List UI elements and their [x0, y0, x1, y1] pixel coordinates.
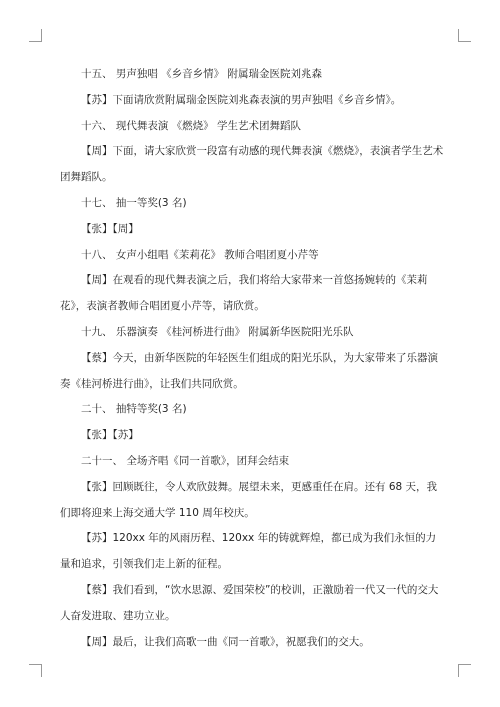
host-line-su: 【苏】120xx 年的风雨历程、120xx 年的铸就辉煌，都已成为我们永恒的力量和追求，引领我们走上新的征程。: [60, 532, 437, 571]
program-item-19: 十九、 乐器演奏 《桂河桥进行曲》 附属新华医院阳光乐队: [81, 325, 354, 338]
host-line-cai: 【蔡】我们看到，“饮水思源、爱国荣校”的校训，正激励着一代又一代的交大人奋发进取、建功立业。: [60, 583, 439, 622]
program-item-21: 二十一、 全场齐唱《同一首歌》，团拜会结束: [81, 454, 290, 467]
crop-mark-bottom-left: [29, 664, 42, 677]
program-item-16: 十六、 现代舞表演 《燃烧》 学生艺术团舞蹈队: [81, 119, 302, 132]
program-item-20: 二十、 抽特等奖(3 名): [81, 403, 187, 416]
host-line-zhang: 【张】回顾既往，令人欢欣鼓舞。展望未来，更感重任在肩。还有 68 天，我们即将迎来上海交通大学 110 周年校庆。: [60, 480, 438, 519]
host-line-zhang-su: 【张】【苏】: [81, 429, 139, 442]
host-line-su: 【苏】下面请欣赏附属瑞金医院刘兆森表演的男声独唱《乡音乡情》。: [81, 93, 402, 106]
host-line-zhang-zhou: 【张】【周】: [81, 222, 139, 235]
host-line-cai: 【蔡】今天，由新华医院的年轻医生们组成的阳光乐队，为大家带来了乐器演奏《桂河桥进行曲》，让我们共同欣赏。: [60, 351, 438, 390]
document-body: [60, 62, 445, 655]
host-line-zhou: 【周】下面，请大家欣赏一段富有动感的现代舞表演《燃烧》，表演者学生艺术团舞蹈队。: [60, 145, 444, 184]
crop-mark-top-right: [458, 29, 471, 42]
host-line-zhou: 【周】在观看的现代舞表演之后，我们将给大家带来一首悠扬婉转的《茉莉花》，表演者教师合唱团夏小芹等，请欣赏。: [60, 274, 428, 313]
program-item-17: 十七、 抽一等奖(3 名): [81, 196, 187, 209]
crop-mark-bottom-right: [458, 664, 471, 677]
program-item-18: 十八、 女声小组唱《茉莉花》 教师合唱团夏小芹等: [81, 248, 319, 261]
program-item-15: 十五、 男声独唱 《乡音乡情》 附属瑞金医院刘兆森: [81, 68, 323, 80]
host-line-zhou: 【周】最后，让我们高歌一曲《同一首歌》，祝愿我们的交大。: [81, 635, 370, 648]
crop-mark-top-left: [29, 29, 42, 42]
